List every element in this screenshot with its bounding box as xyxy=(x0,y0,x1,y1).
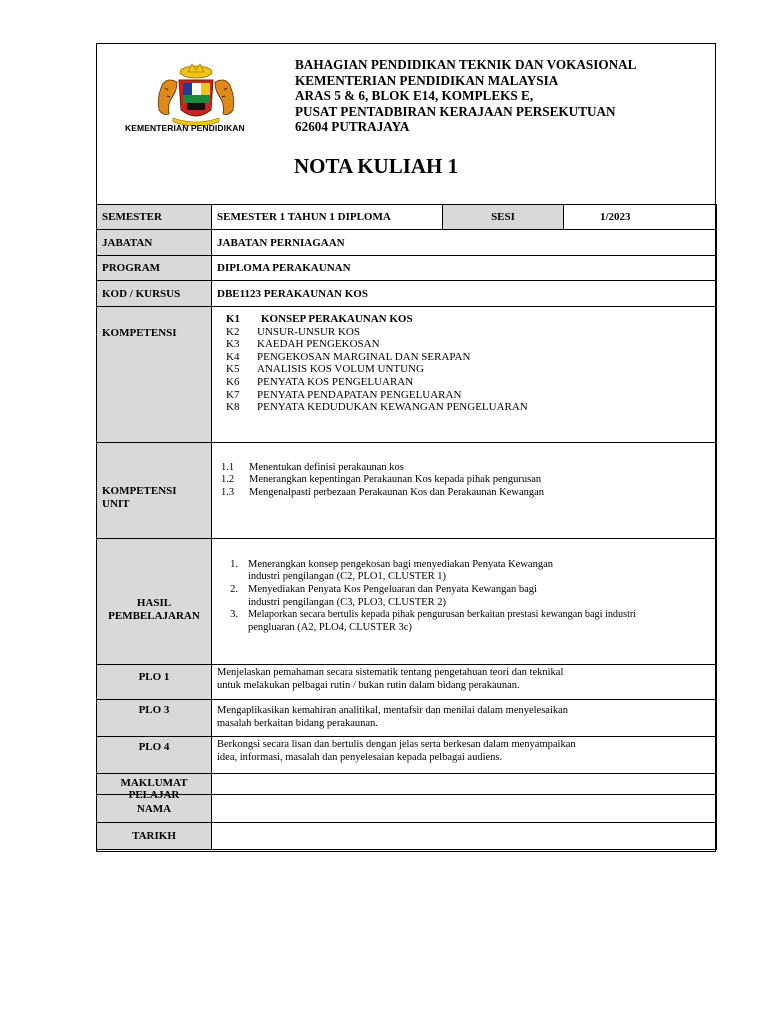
address-line: KEMENTERIAN PENDIDIKAN MALAYSIA xyxy=(295,72,559,88)
plo1-label: PLO 1 xyxy=(97,665,212,700)
kompetensi-unit-item: 1.2 Menerangkan kepentingan Perakaunan Kos kepada pihak pengurusan xyxy=(221,474,542,486)
label-line: HASIL xyxy=(136,596,172,609)
maklumat-value xyxy=(212,774,717,795)
hasil-label xyxy=(97,539,212,665)
hasil-row xyxy=(97,539,717,665)
kod-label: KOD / KURSUS xyxy=(97,281,212,307)
hasil-item: 1. Menerangkan konsep pengekosan bagi menyediakan Penyata Kewangan industri pengilangan (C2, PLO1, CLUSTER 1) xyxy=(230,558,553,583)
course-info-table xyxy=(96,204,717,850)
kompetensi-list xyxy=(226,307,711,414)
nama-row xyxy=(97,795,717,823)
document-title: NOTA KULIAH 1 xyxy=(294,154,459,178)
plo1-desc: Menjelaskan pemahaman secara sistematik tentang pengetahuan teori dan teknikal untuk melakukan pelbagai rutin / bukan rutin dalam bidang perakaunan. xyxy=(212,665,717,700)
plo3-desc: Mengaplikasikan kemahiran analitikal, mentafsir dan menilai dalam menyelesaikan masalah berkaitan bidang perakaunan. xyxy=(212,700,717,737)
ministry-crest-logo xyxy=(121,58,271,148)
kompetensi-unit-item: 1.1 Menentukan definisi perakaunan kos xyxy=(221,461,404,473)
kompetensi-unit-item: 1.3 Mengenalpasti perbezaan Perakaunan Kos dan Perakaunan Kewangan xyxy=(221,486,545,498)
semester-value: SEMESTER 1 TAHUN 1 DIPLOMA xyxy=(212,205,443,230)
logo-caption: KEMENTERIAN PENDIDIKAN xyxy=(125,123,245,133)
maklumat-label: MAKLUMAT xyxy=(97,774,212,795)
hasil-item: 2. Menyediakan Penyata Kos Pengeluaran dan Penyata Kewangan bagi industri pengilangan (C3, PLO3, CLUSTER 2) xyxy=(230,583,537,608)
plo4-label: PLO 4 xyxy=(97,737,212,774)
document-frame xyxy=(96,43,716,852)
kompetensi-item: K7 PENYATA PENDAPATAN PENGELUARAN xyxy=(226,388,462,401)
kompetensi-unit-cell xyxy=(212,443,717,539)
address-line: PUSAT PENTADBIRAN KERAJAAN PERSEKUTUAN xyxy=(295,103,616,119)
tarikh-value xyxy=(212,823,717,850)
kod-row xyxy=(97,281,717,307)
kompetensi-unit-label xyxy=(97,443,212,539)
nama-value xyxy=(212,795,717,823)
kompetensi-item: K1 KONSEP PERAKAUNAN KOS xyxy=(226,313,413,325)
address-line: 62604 PUTRAJAYA xyxy=(295,119,410,135)
hasil-item: 3. Melaporkan secara bertulis kepada pihak pengurusan berkaitan prestasi kewangan bagi industri pengluaran (A2, PLO4, CLUSTER 3c) xyxy=(230,609,637,633)
address-block xyxy=(295,57,636,135)
kompetensi-item: K3 KAEDAH PENGEKOSAN xyxy=(226,338,380,351)
kod-value: DBE1123 PERAKAUNAN KOS xyxy=(212,281,717,307)
address-line: BAHAGIAN PENDIDIKAN TEKNIK DAN VOKASIONAL xyxy=(295,57,637,72)
document-header xyxy=(97,44,715,204)
plo1-row xyxy=(97,665,717,700)
kompetensi-item: K2 UNSUR-UNSUR KOS xyxy=(226,325,360,338)
tarikh-label: TARIKH xyxy=(97,823,212,850)
jabatan-value: JABATAN PERNIAGAAN xyxy=(212,230,717,256)
label-line: KOMPETENSI xyxy=(102,484,177,497)
plo4-desc: Berkongsi secara lisan dan bertulis dengan jelas serta berkesan dalam menyampaikan idea, informasi, masalah dan penyelesaian kepada pelbagai audiens. xyxy=(212,737,717,774)
hasil-cell xyxy=(212,539,717,665)
program-value: DIPLOMA PERAKAUNAN xyxy=(212,256,717,281)
kompetensi-list-cell xyxy=(212,307,717,443)
semester-label: SEMESTER xyxy=(97,205,212,230)
label-line: PEMBELAJARAN xyxy=(108,609,200,622)
kompetensi-row xyxy=(97,307,717,443)
kompetensi-item: K6 PENYATA KOS PENGELUARAN xyxy=(226,375,414,388)
jabatan-row xyxy=(97,230,717,256)
semester-row xyxy=(97,205,717,230)
tarikh-row xyxy=(97,823,717,850)
kompetensi-label: KOMPETENSI xyxy=(97,307,212,443)
kompetensi-item: K8 PENYATA KEDUDUKAN KEWANGAN PENGELUARAN xyxy=(226,401,528,414)
maklumat-row xyxy=(97,774,717,795)
plo3-label: PLO 3 xyxy=(97,700,212,737)
address-line: ARAS 5 & 6, BLOK E14, KOMPLEKS E, xyxy=(295,88,534,104)
plo4-row xyxy=(97,737,717,774)
program-label: PROGRAM xyxy=(97,256,212,281)
jabatan-label: JABATAN xyxy=(97,230,212,256)
sesi-label: SESI xyxy=(443,205,564,230)
sesi-value: 1/2023 xyxy=(564,205,717,230)
label-line: UNIT xyxy=(102,497,130,510)
kompetensi-item: K4 PENGEKOSAN MARGINAL DAN SERAPAN xyxy=(226,350,471,363)
plo3-row xyxy=(97,700,717,737)
program-row xyxy=(97,256,717,281)
nama-label: NAMA xyxy=(97,795,212,823)
kompetensi-item: K5 ANALISIS KOS VOLUM UNTUNG xyxy=(226,363,424,376)
kompetensi-unit-row xyxy=(97,443,717,539)
